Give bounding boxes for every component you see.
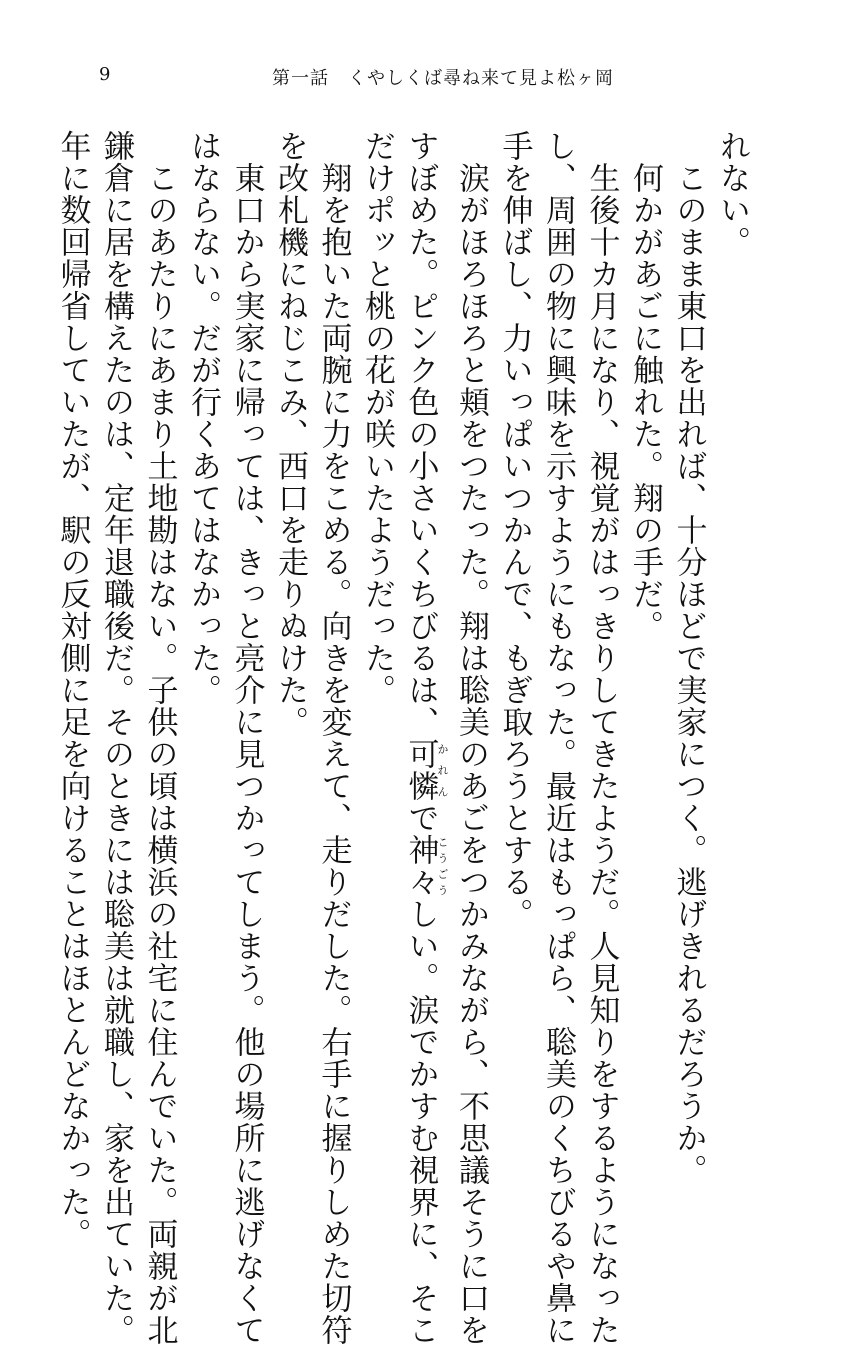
text-column: 涙がほろほろと頬をつたった。翔は聡美のあごをつかみながら、不思議そうに口を — [453, 130, 489, 1346]
text-segment: すぼめた。ピンク色の小さいくちびるは、 — [402, 130, 439, 738]
ruby-reading: こうごう — [436, 834, 449, 898]
text-column: れない。 — [714, 130, 750, 258]
text-column: 東口から実家に帰っては、きっと亮介に見つかってしまう。他の場所に逃げなくて — [228, 130, 265, 1346]
text-segment: しい。涙でかすむ視界に、そこ — [402, 898, 439, 1346]
text-column: 鎌倉に居を構えたのは、定年退職後だ。そのときには聡美は就職し、家を出ていた。 — [98, 130, 134, 1346]
text-column: このまま東口を出れば、十分ほどで実家につく。逃げきれるだろうか。 — [670, 130, 707, 1186]
text-column: 生後十カ月になり、視覚がはっきりしてきたようだ。人見知りをするようになった — [583, 130, 620, 1346]
text-column: だけポッと桃の花が咲いたようだった。 — [359, 130, 395, 706]
text-column: 手を伸ばし、力いっぱいつかんで、もぎ取ろうとする。 — [496, 130, 533, 930]
text-column: 何かがあごに触れた。翔の手だ。 — [627, 130, 663, 642]
body-text — [54, 130, 753, 1346]
text-column: このあたりにあまり土地勘はない。子供の頃は横浜の社宅に住んでいた。両親が北 — [141, 130, 178, 1346]
text-segment: で — [402, 802, 439, 834]
text-column: を改札機にねじこみ、西口を走りぬけた。 — [272, 130, 308, 738]
running-header: 第一話 くやしくば尋ね来て見よ松ヶ岡 — [272, 68, 614, 89]
page-number: 9 — [99, 64, 111, 85]
text-column: し、周囲の物に興味を示すようにもなった。最近はもっぱら、聡美のくちびるや鼻に — [540, 130, 576, 1346]
text-column-with-ruby — [398, 130, 449, 1346]
ruby-kougou: 神々こうごう — [402, 834, 449, 898]
ruby-karen: 可憐かれん — [402, 738, 449, 802]
ruby-reading: かれん — [436, 738, 449, 802]
text-column: 年に数回帰省していたが、駅の反対側に足を向けることはほとんどなかった。 — [54, 130, 91, 1250]
text-column: はならない。だが行くあてはなかった。 — [185, 130, 221, 706]
text-column: 翔を抱いた両腕に力をこめる。向きを変えて、走りだした。右手に握りしめた切符 — [315, 130, 352, 1346]
